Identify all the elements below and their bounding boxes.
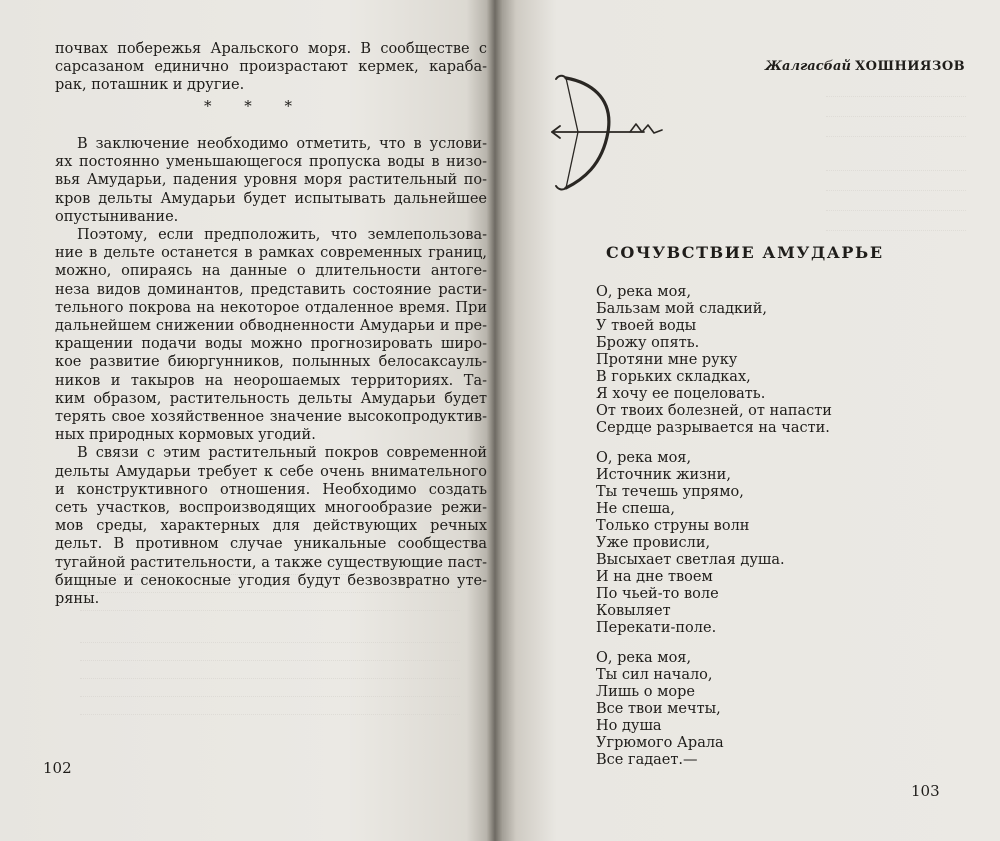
poem-line: Протяни мне руку <box>596 352 738 368</box>
text-line: В связи с этим растительный покров современной <box>77 445 487 462</box>
text-line: тельного покрова на некоторое отдаленное время. При <box>55 299 487 316</box>
poem-line: Все гадает.— <box>596 752 698 768</box>
text-line: терять свое хозяйственное значение высокопродуктив- <box>55 409 487 426</box>
author-last-name: ХОШНИЯЗОВ <box>855 59 966 74</box>
poem-line: У твоей воды <box>596 318 697 334</box>
poem-line: Перекати-поле. <box>596 620 717 636</box>
bleed-through-text <box>826 80 966 360</box>
text-line: можно, опираясь на данные о длительности антоге- <box>55 263 487 280</box>
poem-line: О, река моя, <box>596 650 692 666</box>
poem-title: СОЧУВСТВИЕ АМУДАРЬЕ <box>606 243 884 262</box>
text-line: ким образом, растительность дельты Амударьи будет <box>55 390 487 407</box>
poem-line: От твоих болезней, от напасти <box>596 403 832 419</box>
poem-stanza <box>596 650 724 769</box>
poem-line: Только струны волн <box>596 518 750 534</box>
text-line: сеть участков, воспроизводящих многообразие режи- <box>55 500 487 517</box>
text-line: В заключение необходимо отметить, что в услови- <box>77 136 487 152</box>
top-paragraph <box>55 40 487 95</box>
poem-line: Высыхает светлая душа. <box>596 552 785 568</box>
body-text <box>55 135 487 608</box>
poem-line: О, река моя, <box>596 450 692 466</box>
text-line: ряны. <box>55 591 100 608</box>
poem-line: О, река моя, <box>596 284 692 300</box>
poem-line: Уже провисли, <box>596 535 711 551</box>
text-line: ях постоянно уменьшающегося пропуска воды в низо- <box>55 154 487 171</box>
text-line: и конструктивного отношения. Необходимо создать <box>55 481 487 498</box>
poem-line: Все твои мечты, <box>596 701 721 717</box>
right-page <box>496 0 1000 841</box>
text-line: ных природных кормовых угодий. <box>55 427 316 444</box>
book-gutter <box>487 0 503 841</box>
poem-line: Брожу опять. <box>596 335 700 351</box>
text-line: Поэтому, если предположить, что землепользова- <box>77 227 487 244</box>
text-line: кое развитие биюргунников, полынных белосаксауль- <box>55 354 487 371</box>
text-line: почвах побережья Аральского моря. В сообществе с <box>55 41 487 57</box>
poem-line: Бальзам мой сладкий, <box>596 301 768 317</box>
section-separator: * * * <box>203 97 307 115</box>
page-number-left: 102 <box>43 759 72 777</box>
text-line: дельты Амударьи требует к себе очень внимательного <box>55 463 487 480</box>
poem-line: И на дне твоем <box>596 569 713 585</box>
poem-line: Но душа <box>596 718 662 734</box>
poem-line: Ты сил начало, <box>596 667 713 683</box>
poem-line: Ты течешь упрямо, <box>596 484 744 500</box>
left-page <box>0 0 496 841</box>
poem-stanza <box>596 450 785 637</box>
text-line: кров дельты Амударьи будет испытывать дальнейшее <box>55 190 487 207</box>
poem-line: Угрюмого Арала <box>596 735 724 751</box>
poem-line: Я хочу ее поцеловать. <box>596 386 766 402</box>
text-line: дальнейшем снижении обводненности Амударьи и пре- <box>55 318 487 335</box>
poem-line: Лишь о море <box>596 684 695 700</box>
text-line: ние в дельте останется в рамках современных границ, <box>55 245 487 262</box>
author-first-name: Жалгасбай <box>765 59 851 74</box>
text-line: кращении подачи воды можно прогнозировать широ- <box>55 336 487 353</box>
text-line: вья Амударьи, падения уровня моря растительный по- <box>55 172 487 189</box>
text-line: мов среды, характерных для действующих речных <box>55 518 487 535</box>
poem-line: Не спеша, <box>596 501 675 517</box>
poem-line: Сердце разрывается на части. <box>596 420 830 436</box>
page-number-right: 103 <box>911 782 940 800</box>
poem-line: Ковыляет <box>596 603 671 619</box>
text-line: рак, поташник и другие. <box>55 77 245 94</box>
text-line: сарсазаном единично произрастают кермек, караба- <box>55 59 487 76</box>
poem-line: Источник жизни, <box>596 467 731 483</box>
text-line: дельт. В противном случае уникальные сообщества <box>55 536 487 553</box>
poem-line: В горьких складках, <box>596 369 751 385</box>
author-name <box>765 59 965 74</box>
text-line: опустынивание. <box>55 208 179 225</box>
poem-line: По чьей-то воле <box>596 586 719 602</box>
bow-and-arrow-icon <box>548 70 666 192</box>
text-line: неза видов доминантов, представить состояние расти- <box>55 281 487 298</box>
poem-stanza <box>596 284 832 437</box>
text-line: бищные и сенокосные угодия будут безвозвратно уте- <box>55 572 487 589</box>
text-line: ников и такыров на неорошаемых территориях. Та- <box>55 372 487 389</box>
text-line: тугайной растительности, а также существующие паст- <box>55 554 487 571</box>
